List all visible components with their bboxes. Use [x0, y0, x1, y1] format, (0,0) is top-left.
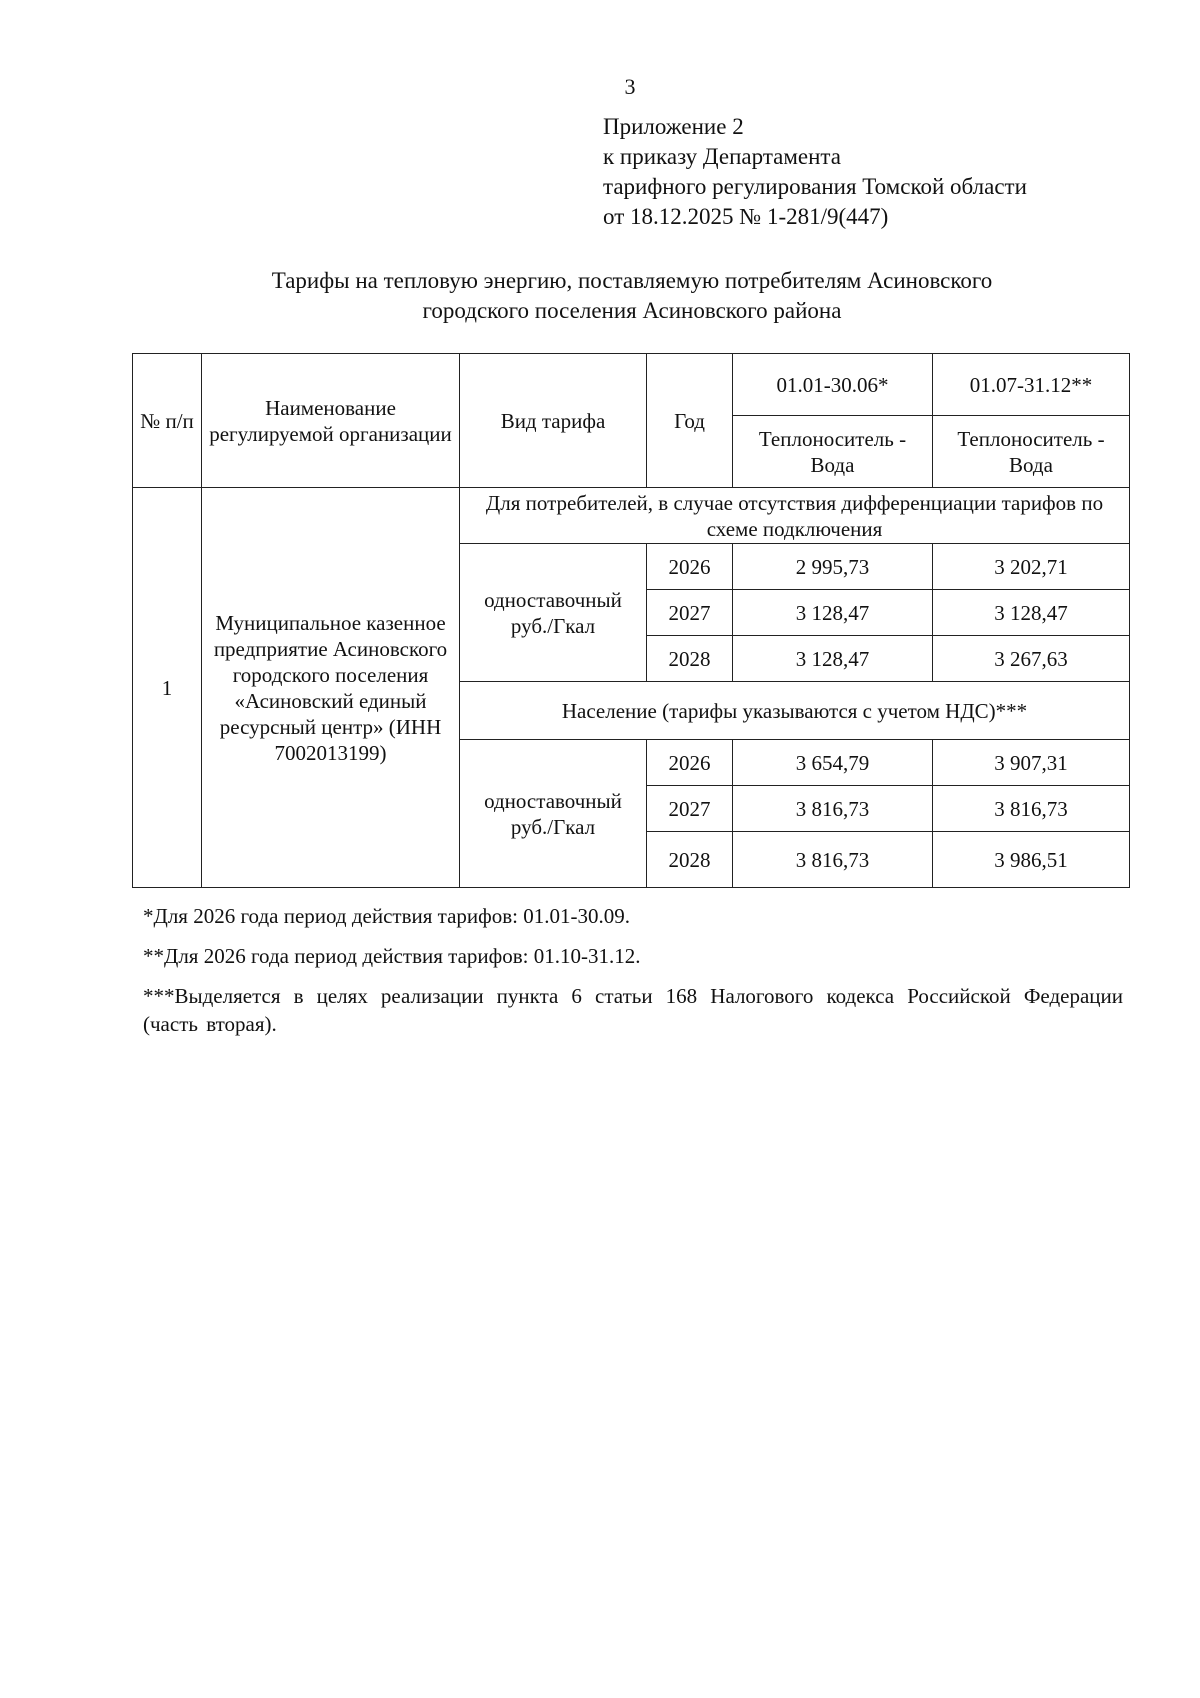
header-tariff-type: Вид тарифа	[460, 354, 647, 488]
header-period-2: 01.07-31.12**	[933, 354, 1130, 416]
appendix-line: тарифного регулирования Томской области	[603, 174, 1027, 199]
value-cell: 3 202,71	[933, 544, 1130, 590]
page-number: 3	[624, 74, 636, 99]
section-title: Население (тарифы указываются с учетом НДС)***	[460, 682, 1130, 740]
appendix-line: к приказу Департамента	[603, 144, 841, 169]
footnote-2: **Для 2026 года период действия тарифов: 01.10-31.12.	[143, 944, 641, 968]
year-cell: 2028	[647, 636, 733, 682]
header-org-name: Наименование регулируемой организации	[202, 354, 460, 488]
title-line: городского поселения Асиновского района	[422, 298, 842, 323]
footnotes	[143, 902, 1123, 1050]
header-year: Год	[647, 354, 733, 488]
year-cell: 2028	[647, 832, 733, 888]
tariff-type-cell: одноставочный руб./Гкал	[460, 740, 647, 888]
organization-name: Муниципальное казенное предприятие Асиновского городского поселения «Асиновский единый ресурсный центр» (ИНН 7002013199)	[202, 488, 460, 888]
value-cell: 3 816,73	[733, 832, 933, 888]
value-cell: 3 128,47	[733, 590, 933, 636]
footnote-3: ***Выделяется в целях реализации пункта 6 статьи 168 Налогового кодекса Российской Федерации (часть вторая).	[143, 984, 1123, 1036]
header-num: № п/п	[133, 354, 202, 488]
header-carrier-1: Теплоноситель - Вода	[733, 416, 933, 488]
document-title	[132, 266, 1132, 326]
footnote-1: *Для 2026 года период действия тарифов: 01.01-30.09.	[143, 904, 630, 928]
value-cell: 3 128,47	[733, 636, 933, 682]
tariff-type-cell: одноставочный руб./Гкал	[460, 544, 647, 682]
title-line: Тарифы на тепловую энергию, поставляемую потребителям Асиновского	[271, 268, 993, 293]
appendix-line: Приложение 2	[603, 114, 744, 139]
value-cell: 3 654,79	[733, 740, 933, 786]
value-cell: 3 267,63	[933, 636, 1130, 682]
tariff-table	[132, 353, 1130, 888]
value-cell: 3 816,73	[933, 786, 1130, 832]
value-cell: 3 907,31	[933, 740, 1130, 786]
header-period-1: 01.01-30.06*	[733, 354, 933, 416]
value-cell: 3 986,51	[933, 832, 1130, 888]
value-cell: 2 995,73	[733, 544, 933, 590]
value-cell: 3 816,73	[733, 786, 933, 832]
year-cell: 2027	[647, 590, 733, 636]
section-title: Для потребителей, в случае отсутствия дифференциации тарифов по схеме подключения	[460, 488, 1130, 544]
year-cell: 2026	[647, 544, 733, 590]
year-cell: 2027	[647, 786, 733, 832]
row-number: 1	[133, 488, 202, 888]
year-cell: 2026	[647, 740, 733, 786]
appendix-line: от 18.12.2025 № 1-281/9(447)	[603, 204, 889, 229]
header-carrier-2: Теплоноситель - Вода	[933, 416, 1130, 488]
value-cell: 3 128,47	[933, 590, 1130, 636]
appendix-block	[603, 112, 1027, 232]
